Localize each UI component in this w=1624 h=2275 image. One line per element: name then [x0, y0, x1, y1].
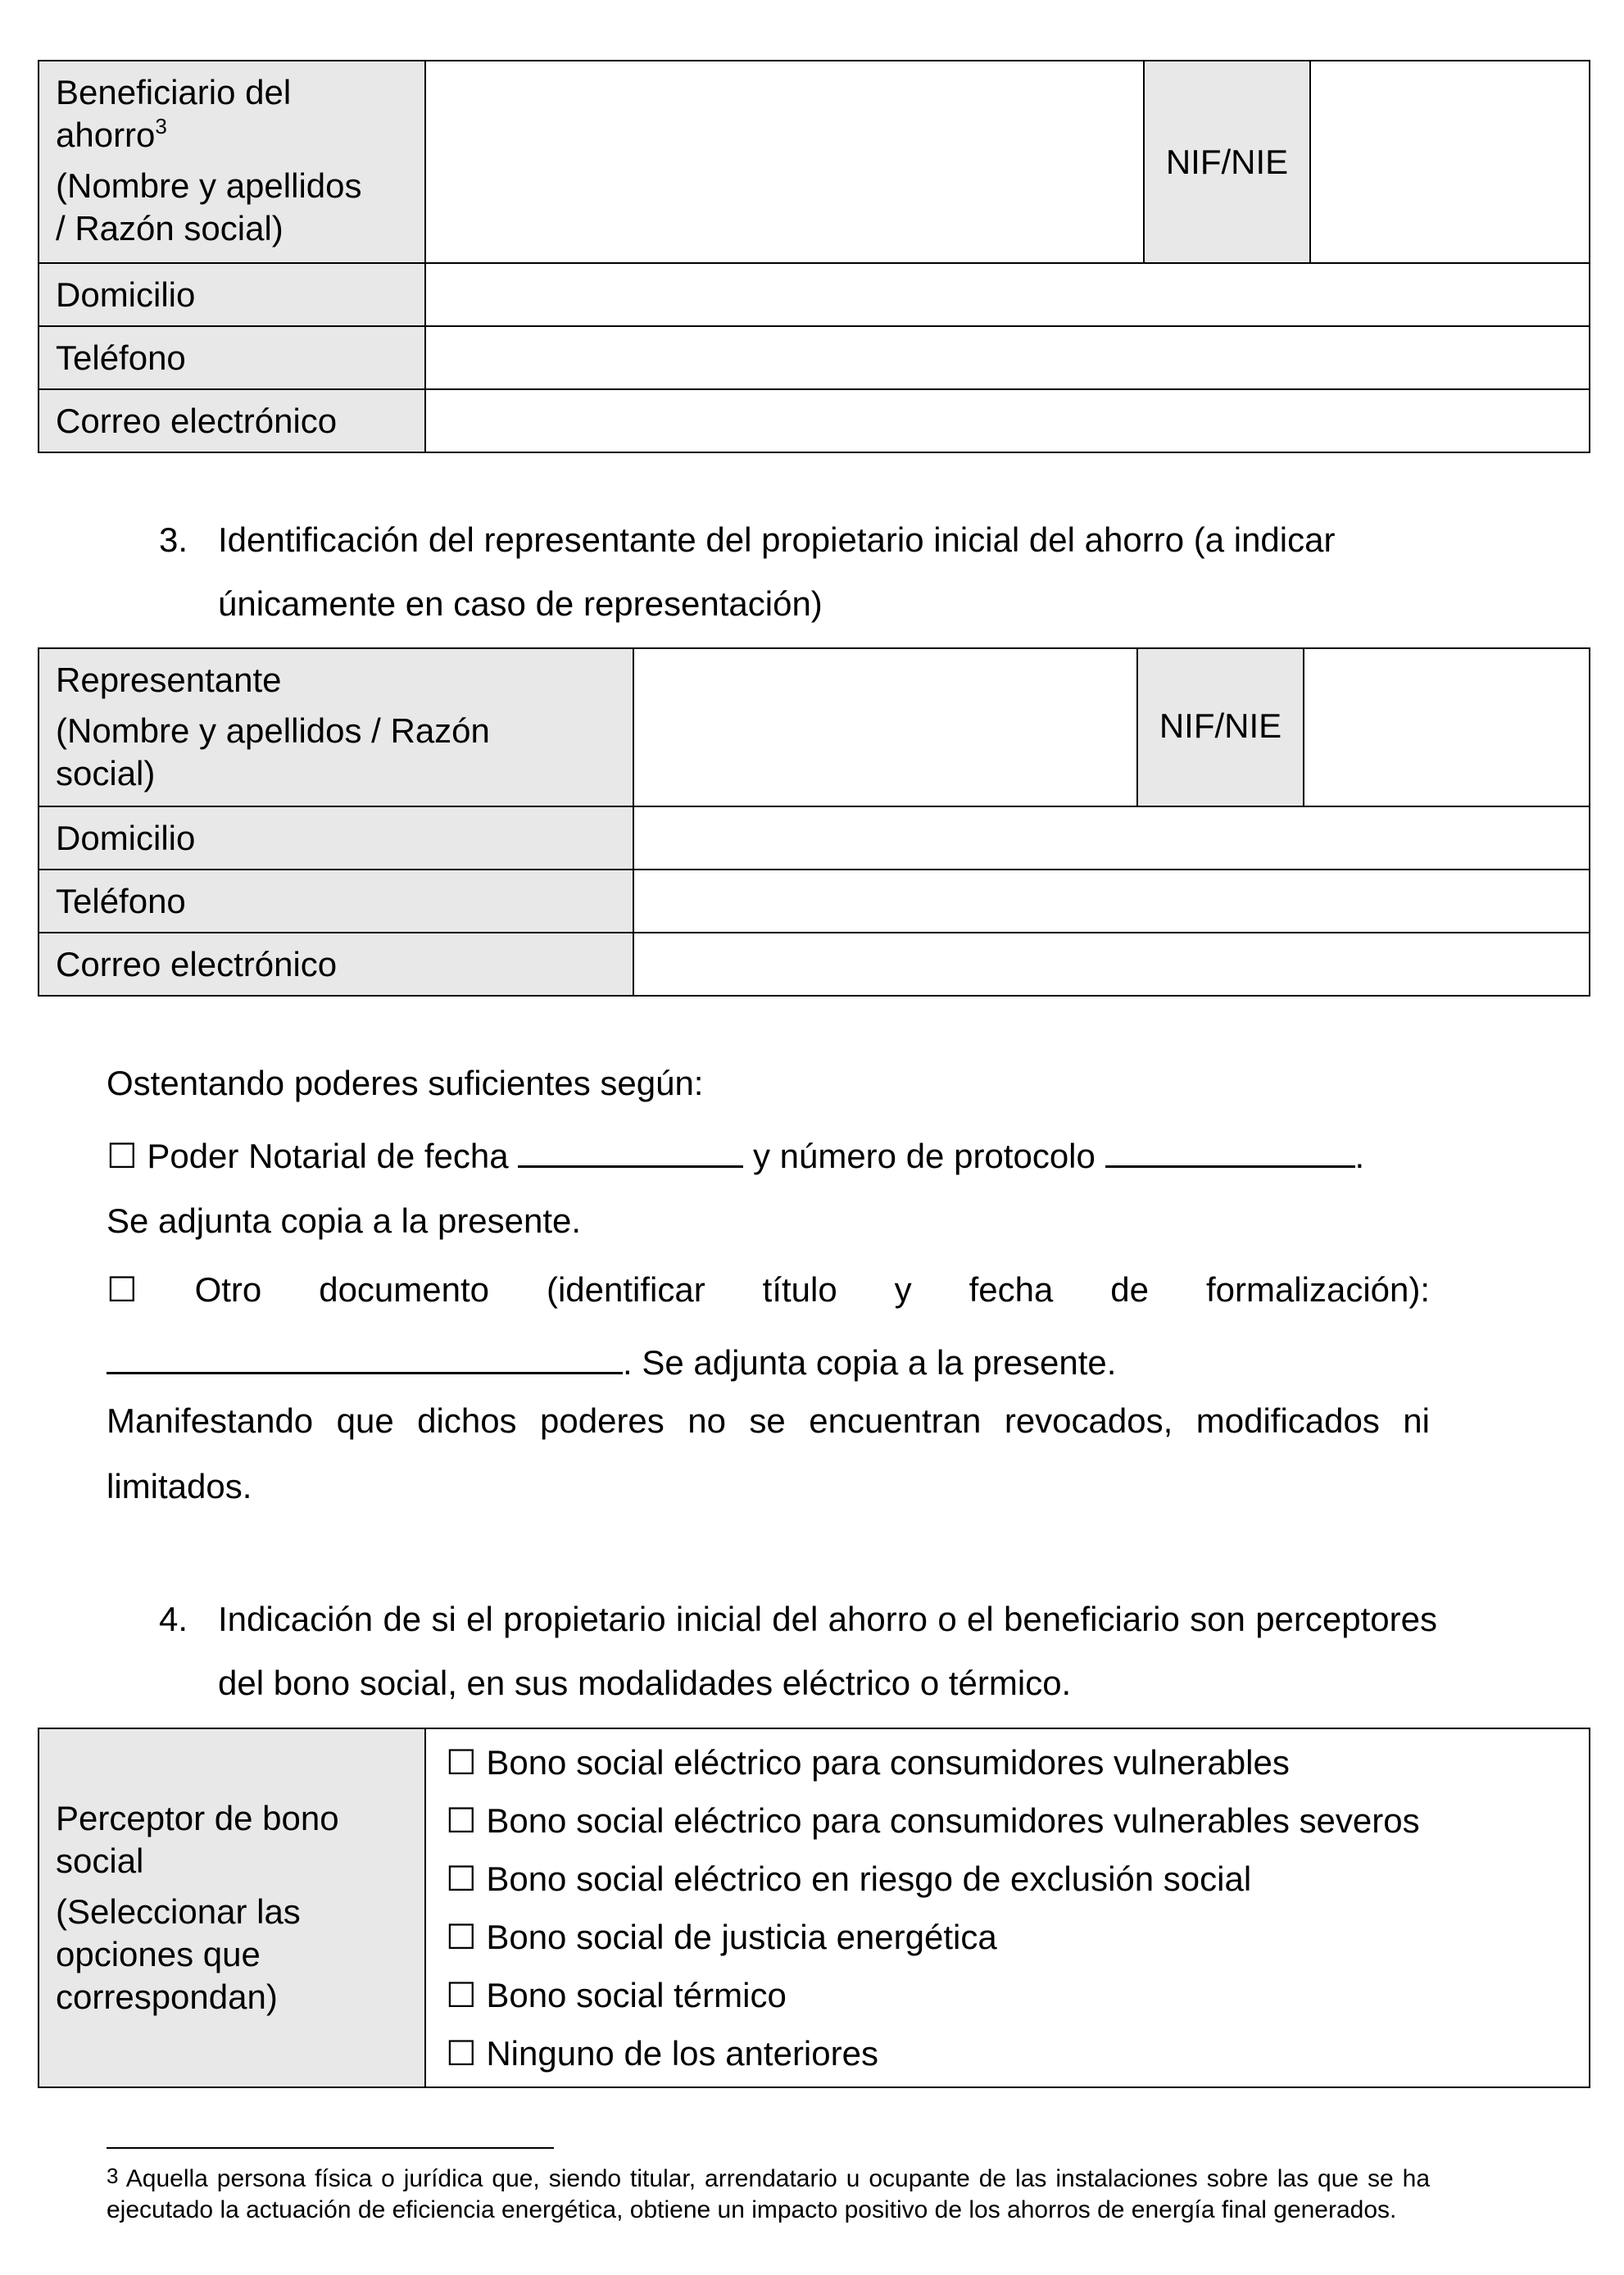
- bono-option[interactable]: [446, 1791, 1572, 1850]
- beneficiary-domicilio-label: Domicilio: [39, 263, 425, 326]
- poder-fecha-blank[interactable]: [518, 1118, 743, 1168]
- bono-option[interactable]: [446, 1966, 1572, 2024]
- copia-line-1: Se adjunta copia a la presente.: [107, 1201, 582, 1240]
- footnote: [107, 2164, 1430, 2226]
- bono-option-label: Bono social de justicia energética: [486, 1918, 997, 1956]
- bono-checkbox[interactable]: ☐: [446, 1743, 477, 1782]
- footnote-text: Aquella persona física o jurídica que, siendo titular, arrendatario u ocupante de las instalaciones sobre las que se ha ejecutado la actuación de eficiencia energética, obtiene un impacto positivo de los ahorros de energía final generados.: [107, 2165, 1431, 2223]
- otro-documento-line: [107, 1256, 1430, 1324]
- bono-option[interactable]: [446, 1850, 1572, 1908]
- bono-checkbox[interactable]: ☐: [446, 1801, 477, 1840]
- section-4-text: Indicación de si el propietario inicial del ahorro o el beneficiario son perceptores del bono social, en sus modalidades eléctrico o térmico.: [218, 1600, 1437, 1702]
- beneficiary-label-line4: / Razón social): [56, 209, 284, 247]
- bono-label-line2: social: [56, 1841, 144, 1880]
- powers-section: [107, 1049, 1430, 1519]
- bono-option-label: Bono social eléctrico en riesgo de exclusión social: [486, 1860, 1252, 1898]
- otro-word: y: [894, 1270, 912, 1309]
- beneficiary-correo-field[interactable]: [425, 389, 1590, 452]
- representative-table: [38, 647, 1590, 997]
- bono-social-table: [38, 1728, 1590, 2088]
- otro-word: fecha: [969, 1270, 1054, 1309]
- bono-options: [425, 1728, 1590, 2087]
- bono-checkbox[interactable]: ☐: [446, 1860, 477, 1898]
- section-3-text: Identificación del representante del propietario inicial del ahorro (a indicar únicamente en caso de representación): [218, 520, 1336, 623]
- bono-label-line5: correspondan): [56, 1978, 278, 2016]
- representative-telefono-field[interactable]: [633, 870, 1590, 933]
- representative-label-line2: (Nombre y apellidos / Razón: [56, 711, 490, 750]
- representative-label-line1: Representante: [56, 661, 282, 699]
- representative-telefono-label: Teléfono: [39, 870, 633, 933]
- beneficiary-telefono-label: Teléfono: [39, 326, 425, 389]
- beneficiary-domicilio-field[interactable]: [425, 263, 1590, 326]
- beneficiary-telefono-field[interactable]: [425, 326, 1590, 389]
- beneficiary-name-field[interactable]: [425, 61, 1144, 263]
- copia-2-text: . Se adjunta copia a la presente.: [623, 1343, 1117, 1382]
- footnote-rule: [107, 2147, 554, 2149]
- bono-option-label: Ninguno de los anteriores: [486, 2034, 878, 2073]
- poder-notarial-checkbox[interactable]: ☐: [107, 1137, 138, 1175]
- bono-option-label: Bono social térmico: [486, 1976, 787, 2014]
- poder-protocolo-blank[interactable]: [1105, 1118, 1355, 1168]
- representative-domicilio-field[interactable]: [633, 806, 1590, 870]
- footnote-ref: 3: [155, 114, 167, 138]
- bono-checkbox[interactable]: ☐: [446, 2034, 477, 2073]
- bono-option[interactable]: [446, 1908, 1572, 1966]
- powers-intro: Ostentando poderes suficientes según:: [107, 1064, 704, 1102]
- representative-nif-label: NIF/NIE: [1137, 648, 1304, 806]
- copia-line-2: [107, 1324, 1430, 1393]
- section-4-heading: [159, 1587, 1437, 1715]
- otro-word: documento: [319, 1270, 490, 1309]
- beneficiary-label: [39, 61, 425, 263]
- poder-notarial-line: [107, 1118, 1430, 1187]
- bono-option-label: Bono social eléctrico para consumidores vulnerables severos: [486, 1801, 1420, 1840]
- bono-label-line3: (Seleccionar las: [56, 1892, 301, 1931]
- representative-label: [39, 648, 633, 806]
- bono-option[interactable]: [446, 2024, 1572, 2082]
- bono-social-label: [39, 1728, 425, 2087]
- representative-name-field[interactable]: [633, 648, 1137, 806]
- manifest-text: Manifestando que dichos poderes no se encuentran revocados, modificados ni limitados.: [107, 1401, 1430, 1505]
- beneficiary-table: [38, 60, 1590, 453]
- section-3-number: 3.: [159, 520, 188, 559]
- representative-label-line3: social): [56, 754, 156, 792]
- bono-option[interactable]: [446, 1733, 1572, 1791]
- representative-correo-field[interactable]: [633, 933, 1590, 996]
- beneficiary-label-line1: Beneficiario del: [56, 73, 292, 111]
- beneficiary-label-line2: ahorro: [56, 116, 156, 154]
- representative-nif-field[interactable]: [1304, 648, 1590, 806]
- otro-documento-blank[interactable]: [107, 1324, 623, 1374]
- bono-checkbox[interactable]: ☐: [446, 1976, 477, 2014]
- section-3-heading: [159, 508, 1437, 636]
- beneficiary-nif-field[interactable]: [1310, 61, 1590, 263]
- otro-word: formalización):: [1205, 1270, 1431, 1309]
- representative-correo-label: Correo electrónico: [39, 933, 633, 996]
- bono-label-line4: opciones que: [56, 1935, 261, 1973]
- footnote-marker: 3: [107, 2164, 119, 2188]
- bono-label-line1: Perceptor de bono: [56, 1799, 339, 1837]
- otro-word: Otro: [194, 1270, 262, 1309]
- otro-word: título: [762, 1270, 837, 1309]
- poder-protocolo-text: y número de protocolo: [752, 1137, 1096, 1175]
- bono-option-label: Bono social eléctrico para consumidores vulnerables: [486, 1743, 1290, 1782]
- otro-word: (identificar: [546, 1270, 705, 1309]
- poder-end: .: [1354, 1137, 1365, 1175]
- beneficiary-label-line3: (Nombre y apellidos: [56, 166, 362, 205]
- poder-notarial-text: Poder Notarial de fecha: [147, 1137, 509, 1175]
- representative-domicilio-label: Domicilio: [39, 806, 633, 870]
- otro-documento-checkbox[interactable]: ☐: [107, 1270, 138, 1309]
- bono-checkbox[interactable]: ☐: [446, 1918, 477, 1956]
- otro-word: de: [1110, 1270, 1149, 1309]
- section-4-number: 4.: [159, 1600, 188, 1638]
- beneficiary-nif-label: NIF/NIE: [1144, 61, 1310, 263]
- beneficiary-correo-label: Correo electrónico: [39, 389, 425, 452]
